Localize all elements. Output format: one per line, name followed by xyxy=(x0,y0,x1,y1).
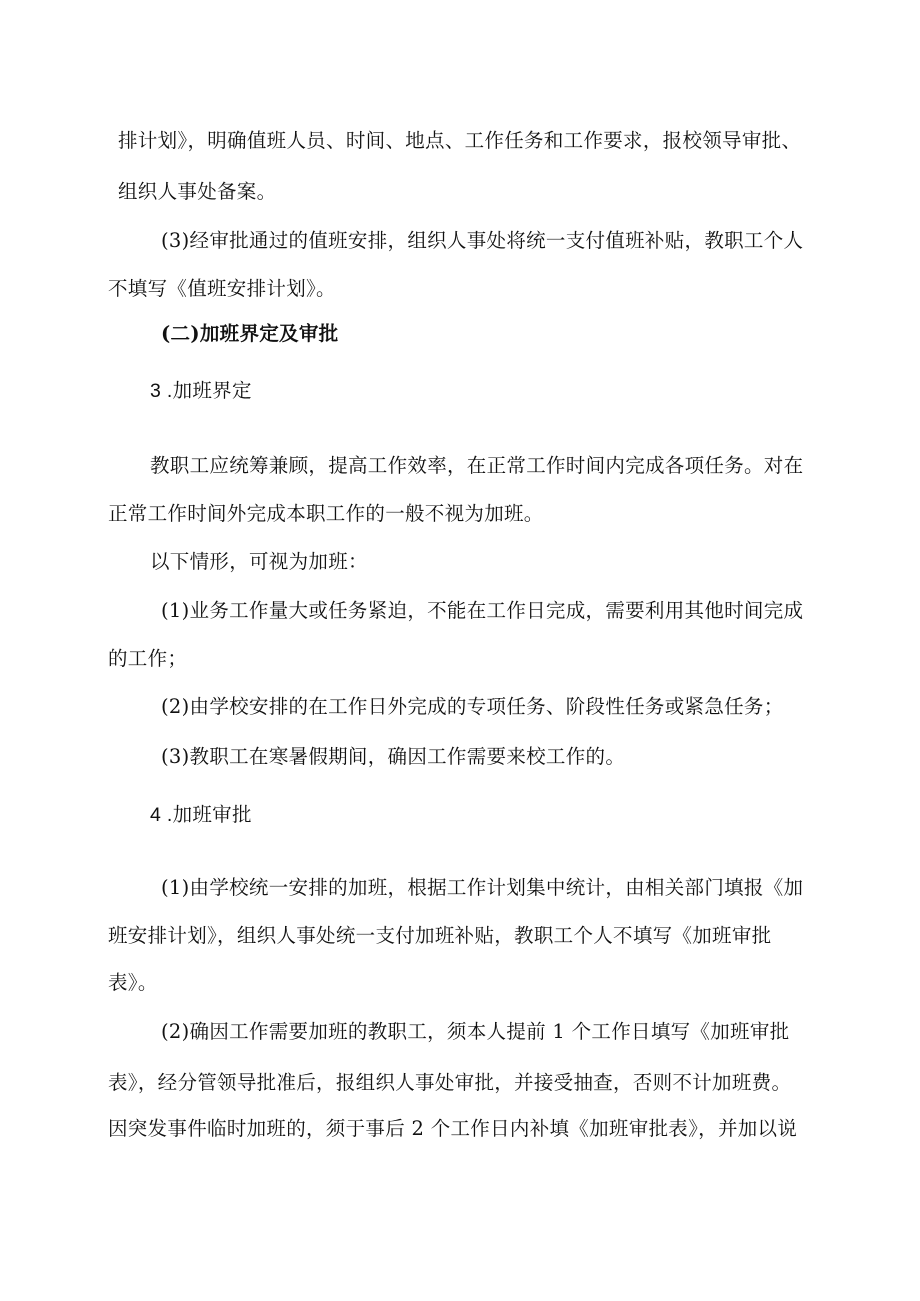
list-item-line: (2)由学校安排的在工作日外完成的专项任务、阶段性任务或紧急任务； xyxy=(161,695,784,718)
paragraph-line: 排计划》，明确值班人员、时间、地点、工作任务和工作要求，报校领导审批、 xyxy=(118,129,802,152)
paragraph-line: 表》，经分管领导批准后，报组织人事处审批，并接受抽查，否则不计加班费。 xyxy=(108,1071,792,1094)
paragraph-line: 正常工作时间外完成本职工作的一般不视为加班。 xyxy=(108,502,544,525)
section-heading: (二)加班界定及审批 xyxy=(161,322,339,345)
paragraph-line: 的工作； xyxy=(108,647,188,670)
subsection-heading: 3 .加班界定 xyxy=(150,380,252,402)
paragraph-line: 因突发事件临时加班的，须于事后 2 个工作日内补填《加班审批表》，并加以说 xyxy=(108,1117,798,1140)
paragraph-line: 不填写《值班安排计划》。 xyxy=(108,277,336,300)
list-item-line: (3)经审批通过的值班安排，组织人事处将统一支付值班补贴，教职工个人 xyxy=(161,229,804,252)
paragraph-line: 组织人事处备案。 xyxy=(118,180,277,203)
list-item-line: (1)业务工作量大或任务紧迫，不能在工作日完成，需要利用其他时间完成 xyxy=(161,599,804,622)
list-item-line: (2)确因工作需要加班的教职工，须本人提前 1 个工作日填写《加班审批 xyxy=(161,1020,790,1043)
paragraph-line: 班安排计划》，组织人事处统一支付加班补贴，教职工个人不填写《加班审批 xyxy=(108,924,772,947)
paragraph-line: 教职工应统筹兼顾，提高工作效率，在正常工作时间内完成各项任务。对在 xyxy=(150,454,804,477)
subsection-heading: 4 .加班审批 xyxy=(150,804,252,826)
list-item-line: (3)教职工在寒暑假期间，确因工作需要来校工作的。 xyxy=(161,745,626,768)
paragraph-line: 表》。 xyxy=(108,971,158,994)
paragraph-line: 以下情形，可视为加班： xyxy=(150,550,368,573)
list-item-line: (1)由学校统一安排的加班，根据工作计划集中统计，由相关部门填报《加 xyxy=(161,876,804,899)
